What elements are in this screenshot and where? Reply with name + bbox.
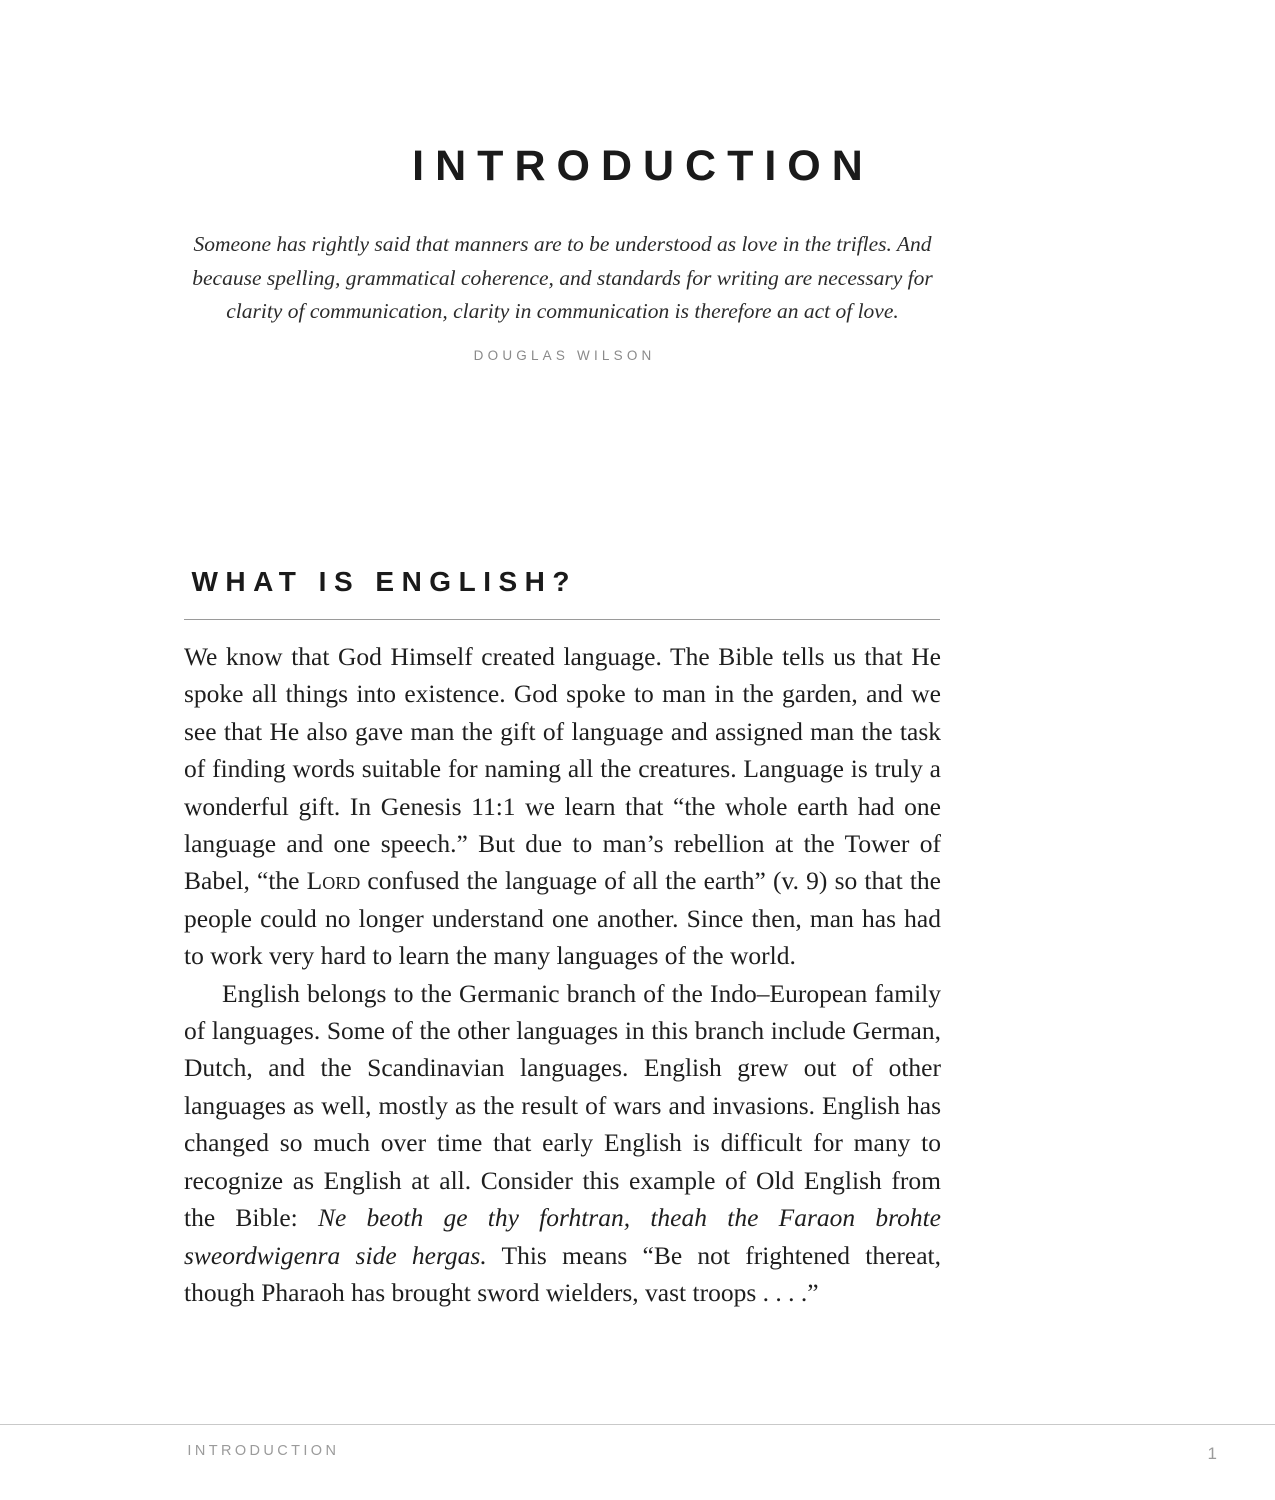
- epigraph-quote: Someone has rightly said that manners are to be understood as love in the trifles. And because spelling, grammatical coherence, and standards for writing are necessary for clarity of communication, clarity in communication is therefore an act of love.: [192, 232, 933, 323]
- epigraph-block: [190, 228, 935, 362]
- paragraph-2-text-before-quote: English belongs to the Germanic branch of the Indo–European family of languages. Some of the other languages in this branch include German, Dutch, and the Scandinavian languages. English grew out of other languages as well, mostly as the result of wars and invasions. English has changed so much over time that early English is difficult for many to recognize as English at all. Consider this example of Old English from the Bible:: [184, 978, 941, 1233]
- paragraph-2-text-after-quote: This means “Be not frightened thereat, though Pharaoh has brought sword wielders, vast troops . . . .”: [184, 1240, 941, 1307]
- paragraph-1-text-before-smallcaps: We know that God Himself created language. The Bible tells us that He spoke all things into existence. God spoke to man in the garden, and we see that He also gave man the gift of language and assigned man the task of finding words suitable for naming all the creatures. Language is truly a wonderful gift. In Genesis 11:1 we learn that “the whole earth had one language and one speech.” But due to man’s rebellion at the Tower of Babel, “the: [184, 642, 941, 896]
- section-heading: WHAT IS ENGLISH?: [191, 566, 577, 597]
- old-english-quotation: Ne beoth ge thy forhtran, theah the Faraon brohte sweordwigenra side hergas.: [184, 1203, 942, 1270]
- epigraph-attribution: DOUGLAS WILSON: [473, 347, 656, 363]
- paragraph-2: [184, 975, 941, 1312]
- section-header-block: [184, 568, 940, 620]
- divine-name-smallcaps: Lord: [306, 866, 361, 896]
- paragraph-1-text-after-smallcaps: confused the language of all the earth” (v. 9) so that the people could no longer understand one another. Since then, man has had to work very hard to learn the many languages of the world.: [184, 866, 941, 971]
- section-divider: [184, 619, 940, 620]
- page-number: 1: [1207, 1444, 1217, 1463]
- body-text: [184, 638, 941, 1311]
- footer-divider: [0, 1424, 1275, 1425]
- page-title: INTRODUCTION: [412, 141, 874, 190]
- paragraph-1: [184, 638, 941, 975]
- page-footer: [184, 1441, 1275, 1467]
- footer-section-label: INTRODUCTION: [187, 1443, 340, 1459]
